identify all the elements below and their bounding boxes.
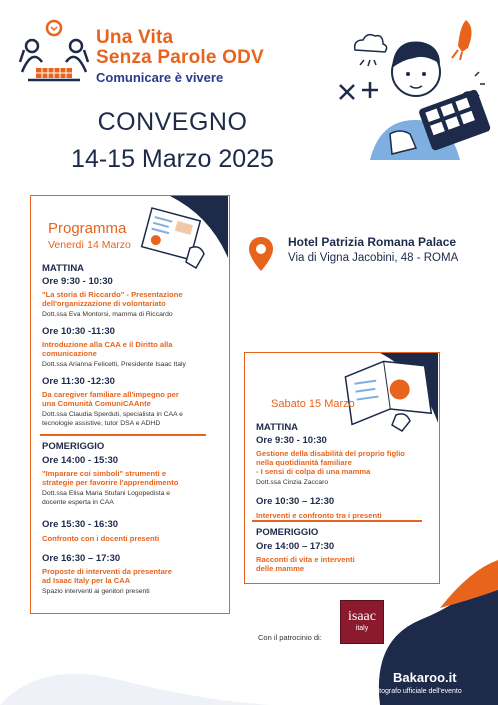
session-talk: "Imparare coi simboli" strumenti e strategie per favorire l'apprendimento (42, 469, 179, 487)
session-talk: "La storia di Riccardo" - Presentazione dell'organizzazione di volontariato (42, 290, 183, 308)
session-speaker: Dott.ssa Claudia Sperduti, specialista in CAA e tecnologie assistive, tutor DSA e ADHD (42, 411, 183, 427)
session-time: Ore 14:00 - 15:30 (42, 455, 119, 466)
isaac-logo-sub: italy (355, 625, 369, 632)
day1-session-1 (42, 276, 222, 320)
venue-address: Via di Vigna Jacobini, 48 - ROMA (288, 252, 459, 264)
session-time: Ore 10:30 -11:30 (42, 326, 115, 337)
session-speaker: Spazio interventi ai genitori presenti (42, 588, 150, 595)
section-divider (252, 520, 422, 522)
session-time: Ore 14:00 – 17:30 (256, 541, 335, 552)
session-speaker: Dott.ssa Elisa Maria Stufani Logopedista e docente esperta in CAA (42, 490, 171, 506)
session-talk: Introduzione alla CAA e il Diritto alla comunicazione (42, 340, 173, 358)
day1-session-5 (42, 519, 222, 543)
isaac-logo-text: isaac (348, 609, 376, 624)
session-talk: Interventi e confronto tra i presenti (256, 511, 382, 520)
program-day2-date: Sabato 15 Marzo (271, 398, 355, 410)
program-title: Programma (48, 220, 127, 237)
location-pin-icon (248, 236, 274, 272)
organization-name-line2: Senza Parole ODV (96, 47, 264, 68)
program-day1-date: Venerdì 14 Marzo (48, 239, 131, 251)
day2-session-1 (256, 435, 436, 488)
section-divider (40, 434, 206, 436)
session-time: Ore 9:30 - 10:30 (42, 276, 113, 287)
corner-decoration-day2 (330, 353, 438, 433)
session-talk: Confronto con i docenti presenti (42, 534, 160, 543)
event-dates: 14-15 Marzo 2025 (71, 145, 274, 173)
session-talk: Proposte di interventi da presentare ad Isaac Italy per la CAA (42, 567, 172, 585)
corner-decoration-day1 (130, 196, 228, 276)
session-speaker: Dott.ssa Arianna Felicetti, Presidente Isaac Italy (42, 361, 186, 368)
day2-morning-label: MATTINA (256, 422, 299, 433)
organization-logo (14, 14, 94, 94)
organization-name-line1: Una Vita (96, 27, 174, 48)
session-talk: Gestione della disabilità del proprio figlio nella quotidianità familiare - I sensi di colpa di una mamma (256, 449, 405, 476)
patronage-label: Con il patrocinio di: (258, 633, 322, 642)
session-time: Ore 16:30 – 17:30 (42, 553, 121, 564)
session-time: Ore 15:30 - 16:30 (42, 519, 119, 530)
session-time: Ore 11:30 -12:30 (42, 376, 115, 387)
organization-name (96, 28, 264, 68)
brand-tagline: Fotografo ufficiale dell'evento (371, 688, 462, 695)
session-talk: Racconti di vita e interventi delle mamme (256, 555, 355, 573)
session-speaker: Dott.ssa Cinzia Zaccaro (256, 479, 329, 486)
day1-morning-label: MATTINA (42, 263, 85, 274)
day2-session-2 (256, 496, 436, 520)
day1-session-3 (42, 376, 222, 428)
session-time: Ore 9:30 - 10:30 (256, 435, 327, 446)
day1-afternoon-label: POMERIGGIO (42, 441, 105, 452)
session-time: Ore 10:30 – 12:30 (256, 496, 335, 507)
day1-session-4 (42, 455, 222, 507)
venue-name: Hotel Patrizia Romana Palace (288, 235, 457, 249)
session-speaker: Dott.ssa Eva Montorsi, mamma di Riccardo (42, 311, 173, 318)
day2-afternoon-label: POMERIGGIO (256, 527, 319, 538)
event-type: CONVEGNO (97, 108, 248, 136)
brand-name: Bakaroo.it (393, 670, 457, 685)
day1-session-2 (42, 326, 222, 370)
person-tablet-illustration (330, 10, 495, 170)
organization-tagline: Comunicare è vivere (96, 70, 224, 85)
session-talk: Da caregiver familiare all'impegno per una Comunità ComuniCAAnte (42, 390, 179, 408)
